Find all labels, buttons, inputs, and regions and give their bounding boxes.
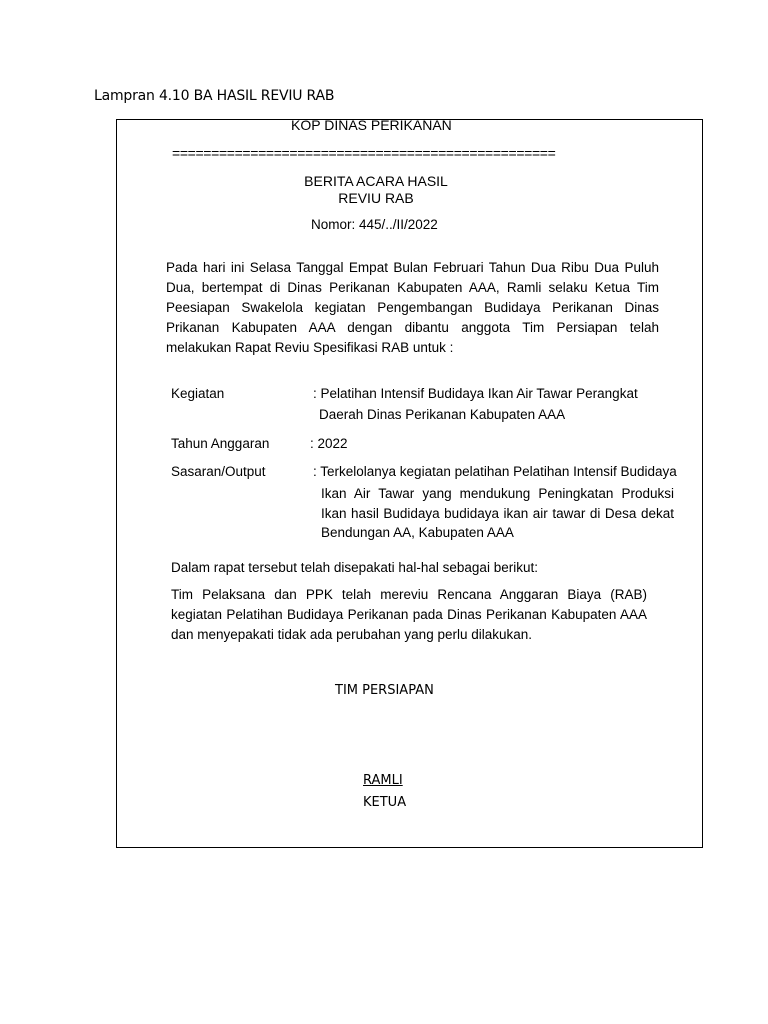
signature-team: TIM PERSIAPAN xyxy=(335,683,434,698)
opening-paragraph: Pada hari ini Selasa Tanggal Empat Bulan Februari Tahun Dua Ribu Dua Puluh Dua, bertempat di Dinas Perikanan Kabupaten AAA, Ramli selaku Ketua Tim Peesiapan Swakelola kegiatan Pengembangan Budidaya Perikanan Dinas Prikanan Kabupaten AAA dengan dibantu anggota Tim Persiapan telah melakukan Rapat Reviu Spesifikasi RAB untuk : xyxy=(166,260,659,355)
agreement-intro: Dalam rapat tersebut telah disepakati hal-hal sebagai berikut: xyxy=(171,560,538,575)
kegiatan-value-line1: : Pelatihan Intensif Budidaya Ikan Air Tawar Perangkat xyxy=(313,386,638,401)
attachment-label: Lampran 4.10 BA HASIL REVIU RAB xyxy=(94,88,335,104)
sasaran-label: Sasaran/Output xyxy=(171,464,266,479)
signatory-name: RAMLI xyxy=(363,773,403,788)
sasaran-value-line1: : Terkelolanya kegiatan pelatihan Pelatihan Intensif Budidaya xyxy=(313,464,677,479)
signatory-role: KETUA xyxy=(363,795,407,810)
tahun-value: : 2022 xyxy=(310,436,348,451)
tahun-label: Tahun Anggaran xyxy=(171,436,270,451)
document-title-line1: BERITA ACARA HASIL xyxy=(304,173,448,189)
kegiatan-label: Kegiatan xyxy=(171,386,225,401)
sasaran-value-rest: Ikan Air Tawar yang mendukung Peningkatan Produksi Ikan hasil Budidaya budidaya ikan air tawar di Desa dekat Bendungan AA, Kabupaten AAA xyxy=(321,486,674,540)
kegiatan-value-line2: Daerah Dinas Perikanan Kabupaten AAA xyxy=(319,407,566,422)
letterhead-title: KOP DINAS PERIKANAN xyxy=(291,117,452,133)
agreement-text: Tim Pelaksana dan PPK telah mereviu Rencana Anggaran Biaya (RAB) kegiatan Pelatihan Budidaya Perikanan pada Dinas Perikanan Kabupaten AAA dan menyepakati tidak ada perubahan yang perlu dilakukan. xyxy=(171,587,647,642)
letterhead-separator: ================================================= xyxy=(172,145,556,161)
document-number: Nomor: 445/../II/2022 xyxy=(311,217,438,232)
document-title-line2: REVIU RAB xyxy=(338,190,414,206)
